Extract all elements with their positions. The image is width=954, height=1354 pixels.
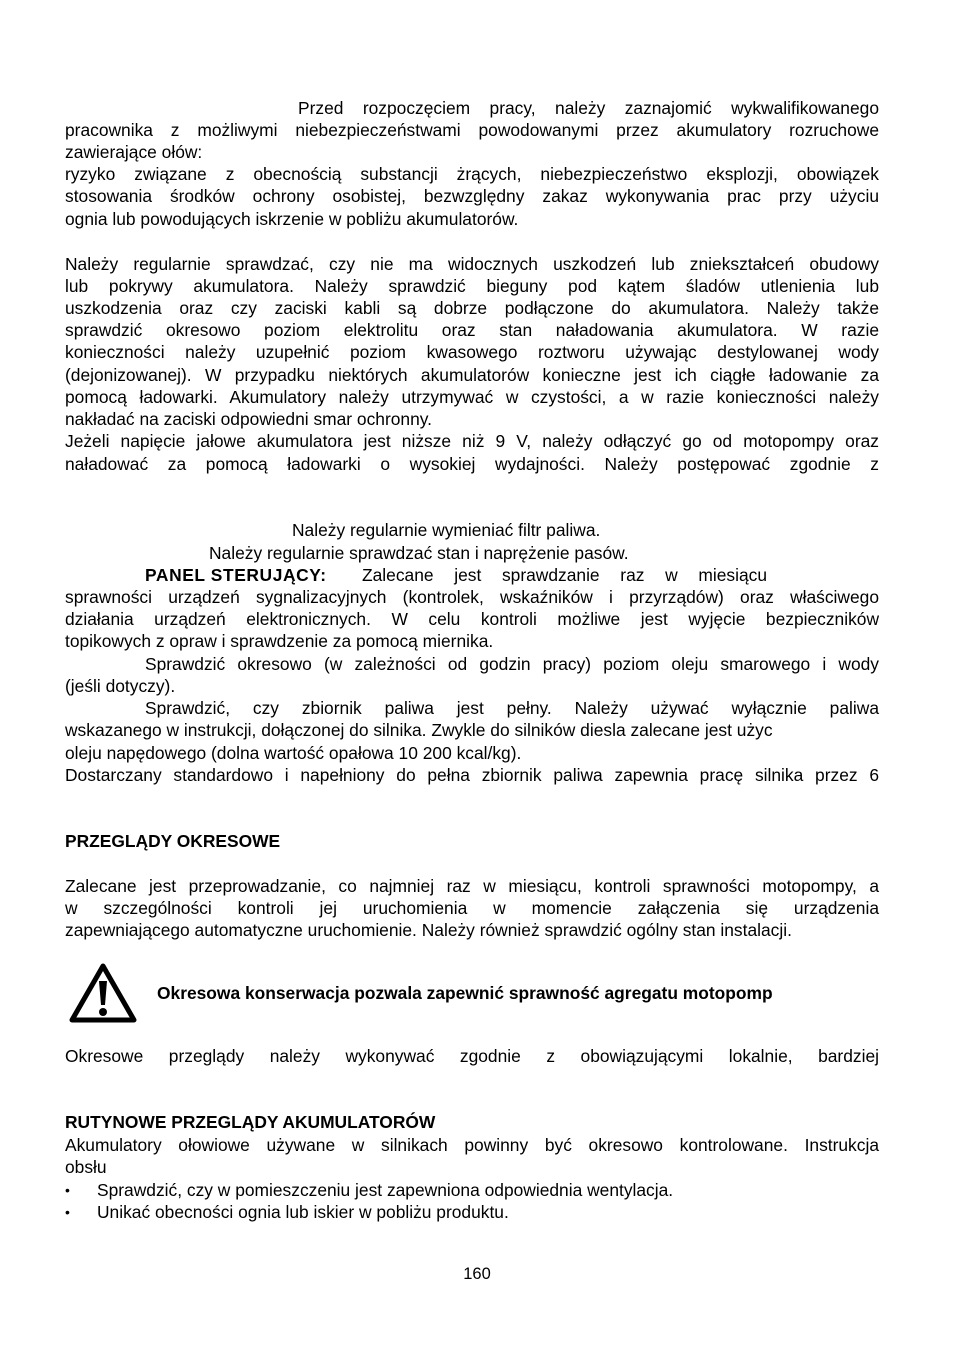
text-line: nakładać na zaciski odpowiedni smar ochronny. xyxy=(65,409,433,429)
text-line: wskazanego w instrukcji, dołączonej do silnika. Zwykle do silników diesla zalecane jest użyc xyxy=(65,720,773,740)
text-line: uszkodzenia oraz czy zaciski kabli są dobrze podłączone do akumulatora. Należy także xyxy=(65,298,879,318)
text-line: Okresowe przeglądy należy wykonywać zgodnie z obowiązującymi lokalnie, bardziej xyxy=(65,1046,879,1066)
text-line: zawierające ołów: xyxy=(65,142,203,162)
text-line: ognia lub powodujących iskrzenie w pobliżu akumulatorów. xyxy=(65,209,519,229)
text-line: Należy regularnie wymieniać filtr paliwa. xyxy=(292,520,601,540)
section-heading: PRZEGLĄDY OKRESOWE xyxy=(65,831,281,851)
text-line: oleju napędowego (dolna wartość opałowa 10 200 kcal/kg). xyxy=(65,743,522,763)
section-heading: RUTYNOWE PRZEGLĄDY AKUMULATORÓW xyxy=(65,1112,436,1132)
text-line: pracownika z możliwymi niebezpieczeństwami powodowanymi przez akumulatory rozruchowe xyxy=(65,120,879,140)
list-item: Unikać obecności ognia lub iskier w pobliżu produktu. xyxy=(97,1202,509,1222)
page-number: 160 xyxy=(463,1265,491,1283)
text-line: topikowych z opraw i sprawdzenie za pomocą miernika. xyxy=(65,631,494,651)
warning-text: Okresowa konserwacja pozwala zapewnić sprawność agregatu motopomp xyxy=(157,983,773,1003)
text-line: Sprawdzić okresowo (w zależności od godzin pracy) poziom oleju smarowego i wody xyxy=(145,654,879,674)
text-line: ryzyko związane z obecnością substancji żrących, niebezpieczeństwo eksplozji, obowiązek xyxy=(65,164,879,184)
text-line: Dostarczany standardowo i napełniony do pełna zbiornik paliwa zapewnia pracę silnika przez 6 xyxy=(65,765,879,785)
bullet-icon: • xyxy=(65,1182,70,1198)
text-line: obsłu xyxy=(65,1157,107,1177)
text-line: działania urządzeń elektronicznych. W celu kontroli możliwe jest wyjęcie bezpieczników xyxy=(65,609,879,629)
text-line: zapewniającego automatyczne uruchomienie. Należy również sprawdzić ogólny stan instalacji. xyxy=(65,920,792,940)
text-line: Sprawdzić, czy zbiornik paliwa jest pełny. Należy używać wyłącznie paliwa xyxy=(145,698,879,718)
panel-heading: PANEL STERUJĄCY: xyxy=(145,565,327,585)
text-line: lub pokrywy akumulatora. Należy sprawdzić bieguny pod kątem śladów utlenienia lub xyxy=(65,276,879,296)
warning-triangle-icon xyxy=(68,962,138,1024)
text-line: konieczności należy uzupełnić poziom kwasowego roztworu używając destylowanej wody xyxy=(65,342,879,362)
text-line: Zalecane jest przeprowadzanie, co najmniej raz w miesiącu, kontroli sprawności motopompy, a xyxy=(65,876,879,896)
text-line: w szczególności kontroli jej uruchomienia w momencie załączenia się urządzenia xyxy=(65,898,879,918)
text-line: Zalecane jest sprawdzanie raz w miesiącu xyxy=(362,565,767,585)
text-line: sprawności urządzeń sygnalizacyjnych (kontrolek, wskaźników i przyrządów) oraz właściwego xyxy=(65,587,879,607)
text-line: (jeśli dotyczy). xyxy=(65,676,176,696)
text-line: naładować za pomocą ładowarki o wysokiej wydajności. Należy postępować zgodnie z xyxy=(65,454,879,474)
bullet-icon: • xyxy=(65,1204,70,1220)
text-line: Należy regularnie sprawdzać, czy nie ma widocznych uszkodzeń lub zniekształceń obudowy xyxy=(65,254,879,274)
text-line: Należy regularnie sprawdzać stan i naprężenie pasów. xyxy=(209,543,629,563)
text-line: Akumulatory ołowiowe używane w silnikach powinny być okresowo kontrolowane. Instrukcja xyxy=(65,1135,879,1155)
text-line: Jeżeli napięcie jałowe akumulatora jest niższe niż 9 V, należy odłączyć go od motopompy oraz xyxy=(65,431,879,451)
text-line: pomocą ładowarki. Akumulatory należy utrzymywać w czystości, a w razie konieczności należy xyxy=(65,387,879,407)
text-line: sprawdzić okresowo poziom elektrolitu oraz stan naładowania akumulatora. W razie xyxy=(65,320,879,340)
text-line: (dejonizowanej). W przypadku niektórych akumulatorów konieczne jest ich ciągłe ładowanie za xyxy=(65,365,879,385)
text-line: Przed rozpoczęciem pracy, należy zaznajomić wykwalifikowanego xyxy=(298,98,879,118)
text-line: stosowania środków ochrony osobistej, bezwzględny zakaz wykonywania prac przy użyciu xyxy=(65,186,879,206)
list-item: Sprawdzić, czy w pomieszczeniu jest zapewniona odpowiednia wentylacja. xyxy=(97,1180,674,1200)
